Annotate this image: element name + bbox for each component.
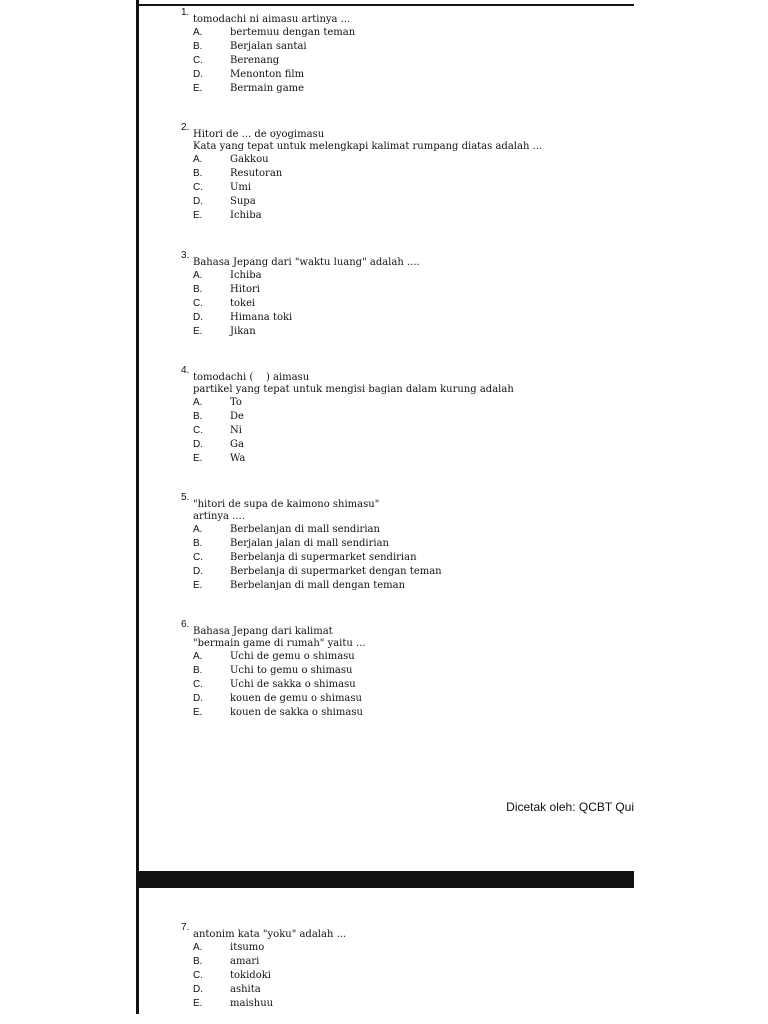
option-text: Himana toki: [230, 312, 293, 323]
option-letter: A.: [193, 397, 203, 408]
question-number: 4.: [181, 365, 190, 376]
option-a: [193, 650, 621, 664]
option-letter: A.: [193, 524, 203, 535]
question-number: 2.: [181, 122, 190, 133]
option-text: tokei: [230, 298, 256, 309]
question-text: tomodachi ( ) aimasu partikel yang tepat untuk mengisi bagian dalam kurung adalah: [193, 372, 514, 395]
option-text: Berbelanjan di mall dengan teman: [230, 580, 406, 591]
option-list: [193, 26, 621, 96]
option-text: Ni: [230, 425, 242, 436]
option-text: Berbelanja di supermarket sendirian: [230, 552, 417, 563]
option-list: [193, 269, 621, 339]
option-letter: B.: [193, 41, 203, 52]
option-letter: E.: [193, 210, 203, 221]
option-letter: B.: [193, 665, 203, 676]
question-7: [181, 922, 621, 1011]
option-c: [193, 551, 621, 565]
option-text: ashita: [230, 984, 261, 995]
option-text: Wa: [230, 453, 246, 464]
option-letter: D.: [193, 693, 203, 704]
option-d: [193, 692, 621, 706]
option-letter: E.: [193, 707, 203, 718]
question-3: [181, 250, 621, 339]
option-letter: D.: [193, 196, 203, 207]
option-e: [193, 209, 621, 223]
option-letter: B.: [193, 538, 203, 549]
option-text: maishuu: [230, 998, 274, 1009]
option-a: [193, 269, 621, 283]
option-text: Berenang: [230, 55, 280, 66]
question-number: 7.: [181, 922, 190, 933]
option-letter: C.: [193, 425, 203, 436]
option-c: [193, 54, 621, 68]
option-text: To: [230, 397, 242, 408]
question-1: [181, 7, 621, 96]
question-text: Bahasa Jepang dari "waktu luang" adalah ....: [193, 257, 420, 268]
page-left-border: [136, 0, 139, 1014]
question-number: 1.: [181, 7, 190, 18]
option-list: [193, 396, 621, 466]
top-rule: [139, 4, 634, 6]
option-text: itsumo: [230, 942, 265, 953]
option-e: [193, 997, 621, 1011]
option-b: [193, 410, 621, 424]
option-letter: C.: [193, 552, 203, 563]
option-text: Berbelanjan di mall sendirian: [230, 524, 380, 535]
question-number: 6.: [181, 619, 190, 630]
option-d: [193, 565, 621, 579]
option-letter: C.: [193, 298, 203, 309]
option-e: [193, 452, 621, 466]
option-letter: E.: [193, 580, 203, 591]
question-text: Bahasa Jepang dari kalimat "bermain game di rumah" yaitu ...: [193, 626, 366, 649]
option-text: Ichiba: [230, 210, 262, 221]
option-b: [193, 40, 621, 54]
option-text: kouen de sakka o shimasu: [230, 707, 363, 718]
option-text: Berbelanja di supermarket dengan teman: [230, 566, 442, 577]
question-2: [181, 122, 621, 223]
option-text: Berjalan jalan di mall sendirian: [230, 538, 389, 549]
option-text: Umi: [230, 182, 252, 193]
option-text: Uchi de sakka o shimasu: [230, 679, 356, 690]
option-e: [193, 325, 621, 339]
option-list: [193, 523, 621, 593]
option-letter: C.: [193, 182, 203, 193]
question-4: [181, 365, 621, 466]
option-letter: C.: [193, 679, 203, 690]
option-text: Jikan: [230, 326, 256, 337]
option-letter: D.: [193, 312, 203, 323]
option-letter: B.: [193, 284, 203, 295]
option-e: [193, 706, 621, 720]
option-list: [193, 650, 621, 720]
option-d: [193, 195, 621, 209]
option-text: bertemuu dengan teman: [230, 27, 356, 38]
option-letter: D.: [193, 984, 203, 995]
option-e: [193, 82, 621, 96]
option-b: [193, 283, 621, 297]
option-letter: A.: [193, 27, 203, 38]
option-letter: C.: [193, 970, 203, 981]
option-letter: E.: [193, 998, 203, 1009]
option-letter: A.: [193, 270, 203, 281]
option-c: [193, 297, 621, 311]
option-letter: B.: [193, 411, 203, 422]
printed-by-footer: Dicetak oleh: QCBT Qui: [506, 800, 634, 814]
question-text: tomodachi ni aimasu artinya ...: [193, 14, 351, 25]
option-b: [193, 537, 621, 551]
option-letter: B.: [193, 956, 203, 967]
option-text: Gakkou: [230, 154, 269, 165]
question-number: 5.: [181, 492, 190, 503]
option-e: [193, 579, 621, 593]
question-text: antonim kata "yoku" adalah ...: [193, 929, 347, 940]
option-text: Berjalan santai: [230, 41, 307, 52]
option-a: [193, 941, 621, 955]
option-letter: C.: [193, 55, 203, 66]
option-list: [193, 941, 621, 1011]
option-b: [193, 167, 621, 181]
option-letter: A.: [193, 651, 203, 662]
option-text: Bermain game: [230, 83, 305, 94]
option-c: [193, 424, 621, 438]
option-text: tokidoki: [230, 970, 271, 981]
option-text: Menonton film: [230, 69, 305, 80]
option-d: [193, 438, 621, 452]
option-letter: E.: [193, 326, 203, 337]
question-text: Hitori de ... de oyogimasu Kata yang tepat untuk melengkapi kalimat rumpang diatas adalah ...: [193, 129, 543, 152]
option-letter: E.: [193, 453, 203, 464]
option-a: [193, 153, 621, 167]
option-letter: D.: [193, 566, 203, 577]
question-number: 3.: [181, 250, 190, 261]
option-d: [193, 311, 621, 325]
option-a: [193, 396, 621, 410]
option-b: [193, 955, 621, 969]
option-text: Ichiba: [230, 270, 262, 281]
option-letter: A.: [193, 154, 203, 165]
option-text: kouen de gemu o shimasu: [230, 693, 362, 704]
option-text: Uchi to gemu o shimasu: [230, 665, 353, 676]
option-d: [193, 983, 621, 997]
question-6: [181, 619, 621, 720]
option-a: [193, 523, 621, 537]
option-b: [193, 664, 621, 678]
option-letter: E.: [193, 83, 203, 94]
option-c: [193, 969, 621, 983]
option-text: Uchi de gemu o shimasu: [230, 651, 355, 662]
option-letter: A.: [193, 942, 203, 953]
option-text: Ga: [230, 439, 244, 450]
option-text: De: [230, 411, 244, 422]
option-a: [193, 26, 621, 40]
option-text: Resutoran: [230, 168, 283, 179]
option-letter: B.: [193, 168, 203, 179]
option-text: Supa: [230, 196, 256, 207]
option-text: amari: [230, 956, 260, 967]
option-c: [193, 678, 621, 692]
option-letter: D.: [193, 439, 203, 450]
option-text: Hitori: [230, 284, 260, 295]
option-list: [193, 153, 621, 223]
option-c: [193, 181, 621, 195]
question-5: [181, 492, 621, 593]
page-separator: [136, 871, 634, 888]
question-text: "hitori de supa de kaimono shimasu" artinya ....: [193, 499, 380, 522]
option-d: [193, 68, 621, 82]
option-letter: D.: [193, 69, 203, 80]
